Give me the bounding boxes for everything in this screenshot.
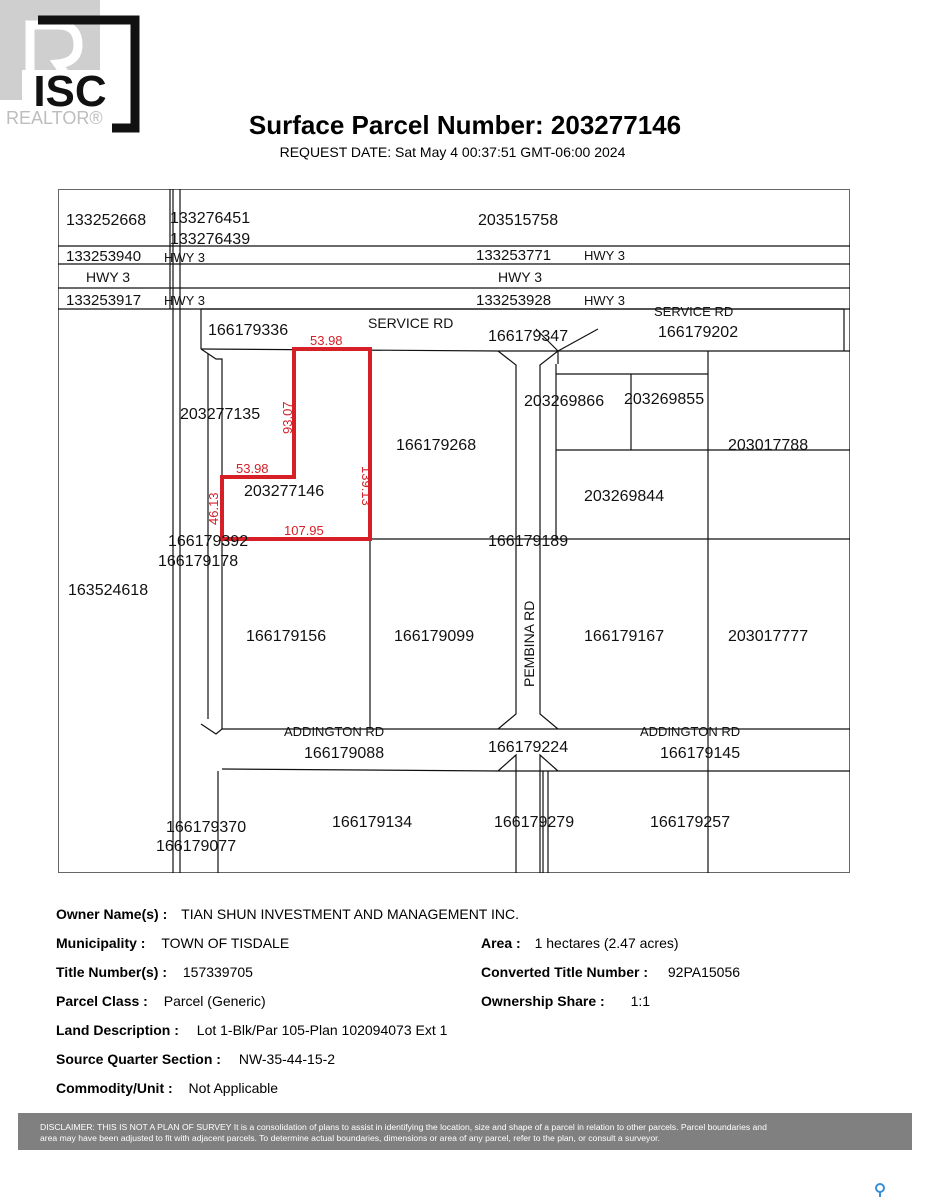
- source-quarter-value: NW-35-44-15-2: [238, 1051, 336, 1067]
- land-description-label: Land Description :: [56, 1022, 179, 1038]
- parcel-label: 166179077: [156, 838, 237, 855]
- dimension-label: 107.95: [284, 523, 324, 538]
- converted-title-label: Converted Title Number :: [481, 964, 648, 980]
- disclaimer-line: DISCLAIMER: THIS IS NOT A PLAN OF SURVEY It is a consolidation of plans to assist in identifying the location, size and shape of a parcel in relation to other parcels. Parcel boundaries and: [40, 1122, 767, 1132]
- parcel-label: 166179257: [650, 814, 731, 831]
- parcel-label: 166179156: [246, 628, 327, 645]
- source-quarter-label: Source Quarter Section :: [56, 1051, 221, 1067]
- parcel-label: 203017777: [728, 628, 809, 645]
- disclaimer-banner: [18, 1113, 912, 1150]
- road-label-service-rd: SERVICE RD: [654, 304, 734, 319]
- road-label: HWY 3: [584, 248, 625, 263]
- dimension-label: 46.13: [206, 492, 221, 525]
- road-label: HWY 3: [498, 269, 543, 285]
- source-quarter-row: [56, 1051, 335, 1067]
- dimension-label: 53.98: [236, 461, 269, 476]
- converted-title-row: [481, 964, 740, 980]
- converted-title-value: 92PA15056: [667, 964, 741, 980]
- parcel-label: 166179347: [488, 328, 569, 345]
- parcel-label: 166179178: [158, 553, 239, 570]
- commodity-row: [56, 1080, 278, 1096]
- parcel-label: 203017788: [728, 437, 809, 454]
- parcel-label: 166179268: [396, 437, 477, 454]
- ownership-share-row: [481, 993, 650, 1009]
- land-description-row: [56, 1022, 447, 1038]
- parcel-class-label: Parcel Class :: [56, 993, 148, 1009]
- road-label: HWY 3: [86, 269, 131, 285]
- logo-realtor-text: REALTOR®: [6, 108, 103, 128]
- road-label: HWY 3: [164, 250, 205, 265]
- parcel-label: 166179392: [168, 533, 249, 550]
- parcel-class-row: [56, 993, 266, 1009]
- disclaimer-line: area may have been adjusted to fit with adjacent parcels. To determine actual boundaries, dimensions or area of any parcel, refer to the plan, or consult a surveyor.: [40, 1133, 660, 1143]
- parcel-label: 166179279: [494, 814, 575, 831]
- parcel-label: 133253917: [66, 292, 142, 309]
- parcel-label: 203269855: [624, 391, 705, 408]
- parcel-label: 166179167: [584, 628, 665, 645]
- parcel-label: 166179202: [658, 324, 739, 341]
- commodity-label: Commodity/Unit :: [56, 1080, 173, 1096]
- ownership-share-value: 1:1: [630, 993, 651, 1009]
- parcel-label: 166179189: [488, 533, 569, 550]
- owner-value: TIAN SHUN INVESTMENT AND MANAGEMENT INC.: [181, 906, 519, 922]
- parcel-label: 203277135: [180, 406, 261, 423]
- parcel-map: [58, 189, 850, 873]
- road-label-pembina-rd: PEMBINA RD: [521, 600, 537, 687]
- area-value: 1 hectares (2.47 acres): [534, 935, 679, 951]
- parcel-label: 166179088: [304, 745, 385, 762]
- parcel-label: 133253928: [476, 292, 552, 309]
- parcel-label: 166179099: [394, 628, 475, 645]
- parcel-label: 133253771: [476, 247, 552, 264]
- parcel-label: 133253940: [66, 248, 142, 265]
- dimension-label: 139.13: [359, 466, 374, 506]
- title-number-label: Title Number(s) :: [56, 964, 167, 980]
- logo-isc-text: ISC: [33, 67, 107, 116]
- parcel-class-value: Parcel (Generic): [163, 993, 266, 1009]
- land-description-value: Lot 1-Blk/Par 105-Plan 102094073 Ext 1: [196, 1022, 448, 1038]
- parcel-label: 133276451: [170, 210, 251, 227]
- parcel-label: 166179145: [660, 745, 741, 762]
- road-label: HWY 3: [164, 293, 205, 308]
- municipality-row: [56, 935, 289, 951]
- owner-row: [56, 906, 519, 922]
- parcel-label: 133252668: [66, 212, 147, 229]
- request-date: REQUEST DATE: Sat May 4 00:37:51 GMT-06:00 2024: [279, 144, 626, 160]
- road-label-addington-rd: ADDINGTON RD: [284, 724, 385, 739]
- parcel-label: 133276439: [170, 231, 251, 248]
- dimension-label: 93.07: [280, 401, 295, 434]
- road-label-service-rd: SERVICE RD: [368, 315, 454, 331]
- owner-label: Owner Name(s) :: [56, 906, 168, 922]
- parcel-label: 203269844: [584, 488, 665, 505]
- title-number-value: 157339705: [182, 964, 253, 980]
- dimension-label: 53.98: [310, 333, 343, 348]
- parcel-label: 166179134: [332, 814, 413, 831]
- municipality-label: Municipality :: [56, 935, 146, 951]
- parcel-label: 203515758: [478, 212, 559, 229]
- page-title: Surface Parcel Number: 203277146: [248, 110, 682, 140]
- location-pin-icon[interactable]: [872, 1182, 888, 1198]
- parcel-label: 203269866: [524, 393, 605, 410]
- title-number-row: [56, 964, 253, 980]
- area-label: Area :: [481, 935, 521, 951]
- road-label: HWY 3: [584, 293, 625, 308]
- road-label-addington-rd: ADDINGTON RD: [640, 724, 741, 739]
- parcel-label: 166179370: [166, 819, 247, 836]
- commodity-value: Not Applicable: [188, 1080, 279, 1096]
- parcel-label: 166179224: [488, 739, 569, 756]
- ownership-share-label: Ownership Share :: [481, 993, 605, 1009]
- municipality-value: TOWN OF TISDALE: [161, 935, 290, 951]
- parcel-label: 163524618: [68, 582, 149, 599]
- subject-parcel-label: 203277146: [244, 483, 325, 500]
- area-row: [481, 935, 679, 951]
- parcel-label: 166179336: [208, 322, 289, 339]
